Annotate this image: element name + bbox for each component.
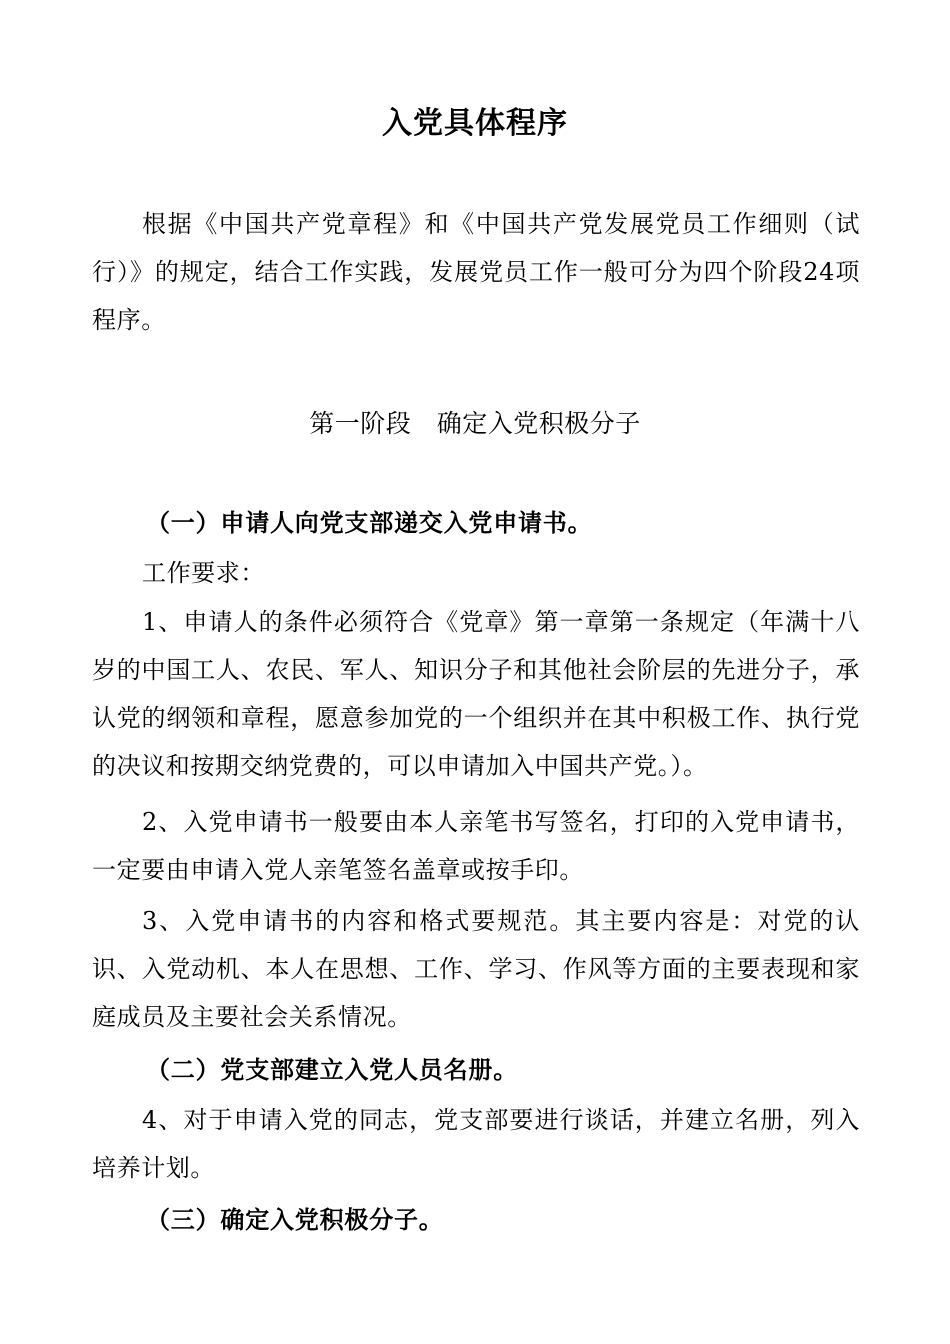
- stage-one-heading: 第一阶段 确定入党积极分子: [309, 409, 641, 438]
- intro-paragraph: 根据《中国共产党章程》和《中国共产党发展党员工作细则（试行）》的规定，结合工作实践，发展党员工作一般可分为四个阶段24项程序。: [92, 210, 860, 334]
- section-two-heading: （二）党支部建立入党人员名册。: [146, 1056, 518, 1084]
- requirement-item-2: 2、入党申请书一般要由本人亲笔书写签名，打印的入党申请书，一定要由申请入党人亲笔签名盖章或按手印。: [92, 808, 860, 884]
- section-one-heading: （一）申请人向党支部递交入党申请书。: [146, 509, 593, 537]
- document-title: 入党具体程序: [382, 106, 568, 141]
- work-requirements-label: 工作要求：: [142, 559, 265, 587]
- requirement-item-4: 4、对于申请入党的同志，党支部要进行谈话，并建立名册，列入培养计划。: [92, 1106, 860, 1182]
- requirement-item-1: 1、申请人的条件必须符合《党章》第一章第一条规定（年满十八岁的中国工人、农民、军人、知识分子和其他社会阶层的先进分子，承认党的纲领和章程，愿意参加党的一个组织并在其中积极工作、执行党的决议和按期交纳党费的，可以申请加入中国共产党。）。: [92, 608, 860, 780]
- requirement-item-3: 3、入党申请书的内容和格式要规范。其主要内容是：对党的认识、入党动机、本人在思想、工作、学习、作风等方面的主要表现和家庭成员及主要社会关系情况。: [92, 907, 860, 1031]
- section-three-heading: （三）确定入党积极分子。: [146, 1206, 444, 1234]
